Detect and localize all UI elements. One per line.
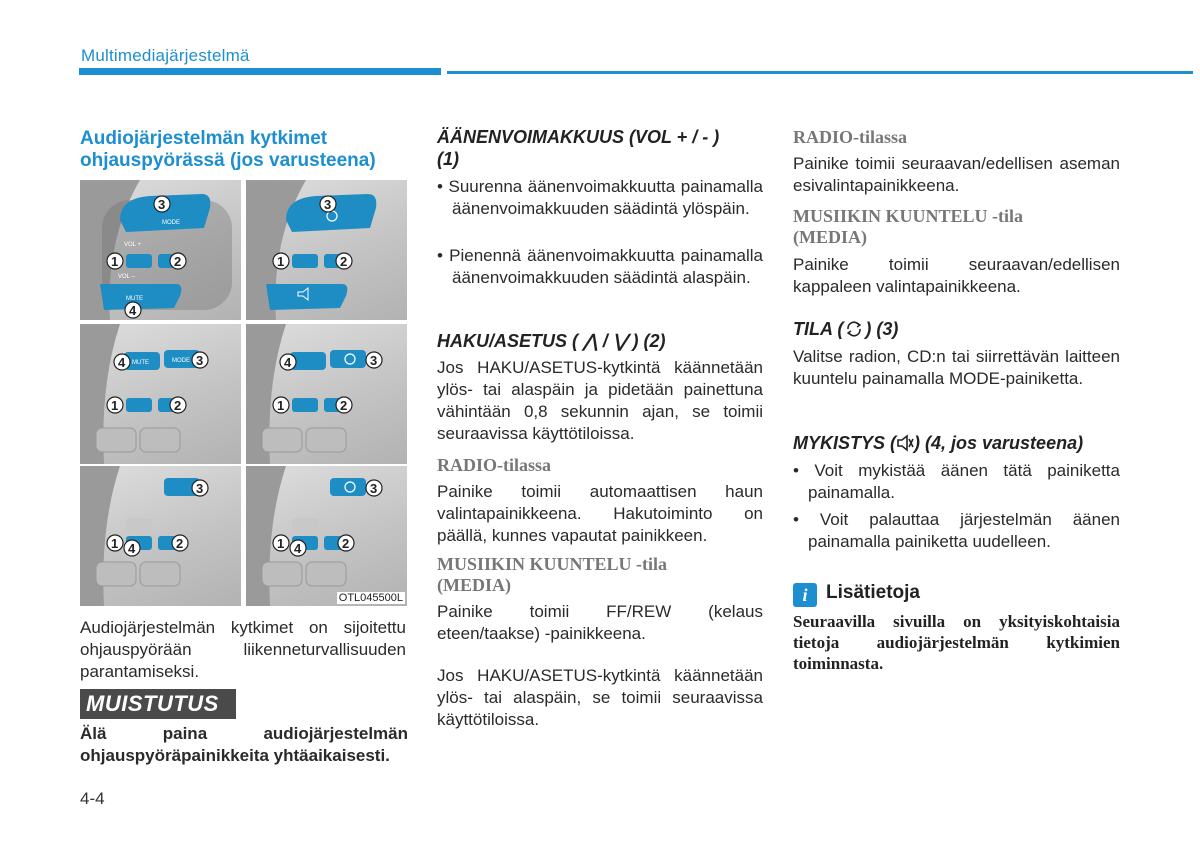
seek-heading: HAKU/ASETUS ( ⋀ / ⋁ ) (2) (437, 331, 666, 351)
svg-text:MODE: MODE (172, 358, 190, 364)
info-text: Seuraavilla sivuilla on yksityiskohtaisia tietoja audiojärjestelmän kytkimien toiminnasta. (793, 612, 1120, 673)
section-title-line2: ohjauspyörässä (jos varusteena) (80, 150, 376, 171)
svg-text:4: 4 (294, 541, 302, 556)
photo-panel-1 (80, 180, 241, 320)
svg-text:1: 1 (277, 254, 285, 269)
svg-text:3: 3 (324, 197, 332, 212)
mute-heading-pre: MYKISTYS ( (793, 433, 897, 453)
mode-heading (793, 318, 1120, 340)
svg-text:2: 2 (340, 398, 348, 413)
music-heading-2-line1: MUSIIKIN KUUNTELU -tila (793, 206, 1024, 226)
info-title: Lisätietoja (826, 582, 920, 603)
mute-bullet-1: • Voit mykistää äänen tätä painiketta painamalla. (793, 461, 1120, 502)
notice-text: Älä paina audiojärjestelmän ohjauspyöräpainikkeita yhtäaikaisesti. (80, 724, 408, 765)
mute-heading-post: ) (4, jos varusteena) (914, 433, 1084, 453)
photo-panel-5 (80, 466, 241, 606)
steering-controls-figure (80, 180, 408, 606)
radio-paragraph-2: Painike toimii seuraavan/edellisen aseman esivalintapainikkeena. (793, 154, 1120, 195)
info-icon: i (793, 583, 817, 607)
music-heading-line2: (MEDIA) (437, 575, 511, 595)
page-number: 4-4 (80, 789, 105, 808)
volume-heading-line2: (1) (437, 149, 459, 169)
svg-text:2: 2 (340, 254, 348, 269)
volume-bullet-down: • Pienennä äänenvoimakkuutta painamalla äänenvoimakkuuden säädintä alaspäin. (437, 246, 763, 287)
svg-text:1: 1 (111, 398, 119, 413)
svg-text:1: 1 (277, 398, 285, 413)
vol-plus-label: VOL + (124, 242, 141, 248)
svg-text:3: 3 (370, 353, 378, 368)
marker-1: 1 (111, 254, 119, 269)
header-bar-left (79, 68, 441, 75)
svg-text:2: 2 (342, 536, 350, 551)
radio-paragraph: Painike toimii automaattisen haun valintapainikkeena. Hakutoiminto on päällä, kunnes vapautat painikkeen. (437, 482, 763, 545)
photo-panel-3 (80, 324, 241, 464)
seek-paragraph: Jos HAKU/ASETUS-kytkintä käännetään ylös- tai alaspäin ja pidetään painettuna vähintään 0,8 sekunnin ajan, se toimii seuraavissa käyttötiloissa. (437, 358, 763, 443)
mode-paragraph: Valitse radion, CD:n tai siirrettävän laitteen kuuntelu painamalla MODE-painiketta. (793, 347, 1120, 388)
svg-text:3: 3 (196, 353, 204, 368)
intro-paragraph: Audiojärjestelmän kytkimet on sijoitettu ohjauspyörään liikenneturvallisuuden parantamiseksi. (80, 618, 406, 681)
music-paragraph: Painike toimii FF/REW (kelaus eteen/taakse) -painikkeena. (437, 602, 763, 643)
mute-label: MUTE (126, 296, 143, 302)
music-paragraph-2: Painike toimii seuraavan/edellisen kappaleen valintapainikkeena. (793, 255, 1120, 296)
svg-text:MUTE: MUTE (132, 360, 149, 366)
radio-heading-2: RADIO-tilassa (793, 127, 908, 147)
svg-text:3: 3 (370, 481, 378, 496)
radio-heading: RADIO-tilassa (437, 455, 552, 475)
section-header: Multimediajärjestelmä (81, 46, 250, 65)
svg-text:4: 4 (128, 541, 136, 556)
svg-text:2: 2 (174, 398, 182, 413)
marker-2: 2 (174, 254, 182, 269)
photo-panel-4 (246, 324, 407, 464)
svg-text:4: 4 (284, 355, 292, 370)
marker-3: 3 (158, 197, 166, 212)
music-heading-line1: MUSIIKIN KUUNTELU -tila (437, 554, 668, 574)
vol-minus-label: VOL – (118, 274, 135, 280)
volume-heading-line1: ÄÄNENVOIMAKKUUS (VOL + / - ) (437, 127, 720, 147)
section-title-line1: Audiojärjestelmän kytkimet (80, 128, 328, 149)
mode-cycle-icon (845, 320, 863, 338)
svg-text:2: 2 (176, 536, 184, 551)
section-title (80, 128, 410, 172)
music-heading-2-line2: (MEDIA) (793, 227, 867, 247)
seek-paragraph-2: Jos HAKU/ASETUS-kytkintä käännetään ylös- tai alaspäin, se toimii seuraavissa käyttötiloissa. (437, 666, 763, 729)
svg-text:3: 3 (196, 481, 204, 496)
volume-bullet-up: • Suurenna äänenvoimakkuutta painamalla äänenvoimakkuuden säädintä ylöspäin. (437, 177, 763, 218)
mute-bullet-2: • Voit palauttaa järjestelmän äänen painamalla painiketta uudelleen. (793, 510, 1120, 551)
svg-text:4: 4 (118, 355, 126, 370)
mute-speaker-icon (896, 434, 914, 452)
header-bar-right (447, 71, 1193, 74)
marker-4: 4 (129, 303, 137, 318)
photo-panel-6 (246, 466, 407, 606)
mute-heading (793, 432, 1123, 454)
svg-text:1: 1 (277, 536, 285, 551)
figure-code: OTL045500L (338, 592, 403, 604)
mode-label: MODE (162, 220, 180, 226)
mode-heading-pre: TILA ( (793, 319, 844, 339)
notice-label: MUISTUTUS (80, 689, 236, 719)
mode-heading-post: ) (3) (865, 319, 899, 339)
svg-text:1: 1 (111, 536, 119, 551)
photo-panel-2 (246, 180, 407, 320)
volume-heading (437, 126, 767, 170)
music-heading (437, 554, 763, 596)
music-heading-2 (793, 206, 1120, 248)
